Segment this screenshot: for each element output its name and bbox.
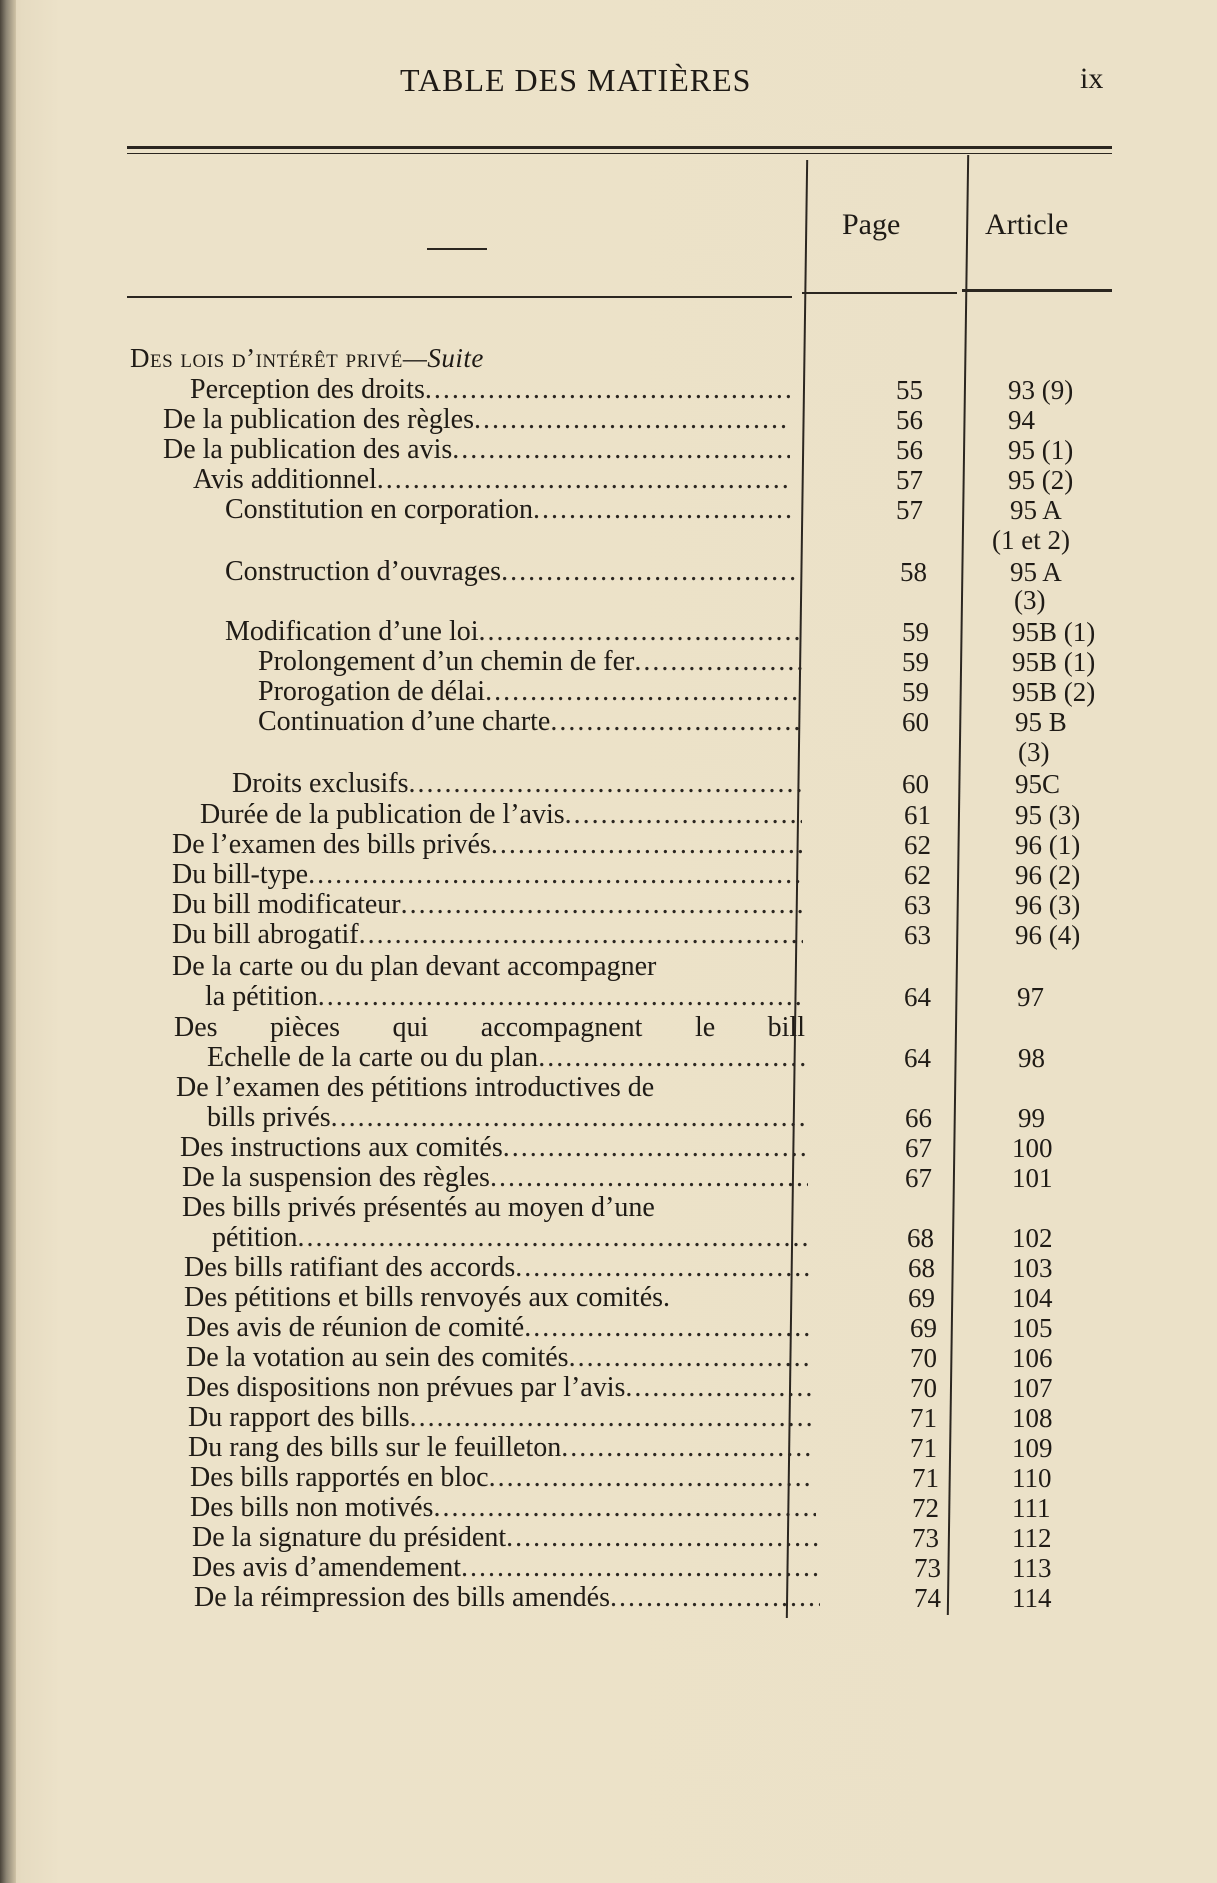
toc-entry-text: De la réimpression des bills amendés [194,1583,611,1613]
toc-entry-text: Du bill modificateur [172,890,401,920]
toc-entry-text: Durée de la publication de l’avis [200,800,565,830]
toc-entry-title: De l’examen des pétitions introductives de [176,1072,655,1103]
toc-entry-article: 95B (1) [1012,617,1096,647]
toc-entry-article: 95 (1) [1008,435,1074,465]
toc-entry-title [184,1253,810,1283]
toc-entry-article: 106 [1012,1343,1053,1373]
toc-entry-article: 110 [1012,1463,1052,1493]
toc-entry-page: 67 [905,1163,932,1193]
toc-entry-title: Des pétitions et bills renvoyés aux comités. [184,1282,671,1313]
toc-entry-page: 60 [902,769,929,799]
dot-leader [318,982,803,1012]
toc-entry-article: 95B (1) [1012,647,1096,677]
toc-entry-title [225,617,800,647]
toc-entry-title [258,707,800,737]
toc-entry-article: 113 [1012,1553,1052,1583]
section-heading-suffix: —Suite [402,343,484,373]
dot-leader [561,1433,814,1463]
toc-entry-title [194,1583,820,1613]
dot-leader [452,435,790,465]
toc-entry-title [225,495,795,525]
toc-entry-title [186,1373,812,1403]
toc-entry-page: 63 [904,890,931,920]
toc-entry-title [163,435,790,465]
dot-leader [331,1103,807,1133]
toc-entry-page: 68 [908,1253,935,1283]
toc-entry-page: 57 [896,495,923,525]
toc-entry-title [172,890,803,920]
toc-entry-text: bills privés [207,1103,331,1133]
toc-entry-title [172,920,803,950]
toc-entry-page: 58 [900,557,927,587]
dot-leader [491,830,803,860]
toc-entry-page: 59 [902,647,929,677]
toc-entry-article: 95 (3) [1015,800,1081,830]
toc-entry-text: Du bill-type [172,860,309,890]
toc-entry-text: pétition [212,1223,298,1253]
dot-leader [410,1403,812,1433]
toc-entry-text: De la suspension des règles [182,1163,490,1193]
toc-entry-article: 96 (3) [1015,890,1081,920]
toc-entry-page: 62 [904,860,931,890]
dot-leader [401,890,803,920]
toc-entry-article: 102 [1012,1223,1053,1253]
dot-leader [634,647,803,677]
toc-entry-article: 104 [1012,1283,1053,1313]
toc-entry-text: Perception des droits [190,375,425,405]
toc-entry-title [200,800,802,830]
book-spine [0,0,16,1883]
toc-entry-text: De la signature du président [192,1523,507,1553]
toc-entry-article: 94 [1008,405,1035,435]
dot-leader [298,1223,808,1253]
toc-entry-page: 69 [908,1283,935,1313]
dot-leader [409,769,802,799]
toc-entry-article: 96 (4) [1015,920,1081,950]
toc-entry-article: 109 [1012,1433,1053,1463]
dot-leader [538,1043,805,1073]
dot-leader [506,1523,818,1553]
toc-entry-page: 63 [904,920,931,950]
toc-entry-page: 70 [910,1343,937,1373]
column-divider-article [947,155,969,1615]
toc-entry-article: 101 [1012,1163,1053,1193]
dot-leader [377,465,790,495]
dot-leader [565,800,802,830]
toc-entry-page: 55 [896,375,923,405]
page-number: ix [1080,62,1104,95]
toc-entry-article: 114 [1012,1583,1052,1613]
section-heading-title: Des lois d’intérêt privé [130,343,403,373]
dot-leader [461,1553,818,1583]
dot-leader [515,1253,810,1283]
toc-entry-page: 59 [902,617,929,647]
toc-entry-title [180,1133,808,1163]
toc-entry-page: 68 [907,1223,934,1253]
toc-entry-title [186,1343,812,1373]
toc-entry-page: 66 [905,1103,932,1133]
toc-entry-page: 69 [910,1313,937,1343]
toc-entry-page: 56 [896,405,923,435]
toc-entry-text: Echelle de la carte ou du plan [207,1043,539,1073]
toc-entry-text: De la publication des avis [163,435,453,465]
toc-entry-article: 111 [1012,1493,1051,1523]
toc-entry-title-continued [207,1103,807,1133]
toc-entry-title [172,830,803,860]
toc-entry-title [232,769,802,799]
column-dash [427,248,487,250]
toc-entry-title [258,677,800,707]
dot-leader [533,495,795,525]
toc-entry-title [190,1493,816,1523]
toc-entry-page: 71 [910,1403,937,1433]
dot-leader [490,1163,808,1193]
dot-leader [489,1463,814,1493]
toc-entry-text: Continuation d’une charte [258,707,551,737]
toc-entry-text: Des bills ratifiant des accords [184,1253,516,1283]
toc-entry-title [188,1433,814,1463]
toc-entry-page: 72 [912,1493,939,1523]
toc-entry-title [258,647,803,677]
toc-entry-text: Du bill abrogatif [172,920,359,950]
toc-entry-title [225,557,798,587]
toc-entry-title [163,405,790,435]
toc-entry-page: 71 [912,1463,939,1493]
toc-entry-page: 59 [902,677,929,707]
dot-leader [425,375,790,405]
toc-entry-page: 67 [905,1133,932,1163]
dot-leader [524,1313,812,1343]
toc-entry-page: 73 [912,1523,939,1553]
toc-entry-article: 98 [1018,1043,1045,1073]
toc-entry-text: Du rang des bills sur le feuilleton [188,1433,562,1463]
toc-entry-article-continued: (1 et 2) [992,525,1070,555]
toc-entry-article: 95C [1015,769,1061,799]
toc-entry-title [192,1553,818,1583]
toc-entry-text: Prorogation de délai [258,677,486,707]
dot-leader [433,1493,816,1523]
toc-entry-title [193,465,790,495]
toc-entry-article: 95 A [1010,495,1062,525]
top-rule [127,146,1112,149]
dot-leader [485,677,800,707]
toc-entry-page: 57 [896,465,923,495]
toc-entry-page: 70 [910,1373,937,1403]
toc-entry-text: Des bills rapportés en bloc [190,1463,489,1493]
header-rule-mid [802,292,957,294]
toc-entry-title-continued [212,1223,808,1253]
toc-entry-text: Construction d’ouvrages [225,557,502,587]
toc-entry-text: Prolongement d’un chemin de fer [258,647,635,677]
toc-entry-title: Des bills privés présentés au moyen d’une [182,1192,655,1223]
toc-entry-text: Droits exclusifs [232,769,409,799]
toc-entry-article: 96 (2) [1015,860,1081,890]
toc-entry-title [190,1463,814,1493]
toc-entry-text: la pétition [205,982,318,1012]
dot-leader [569,1343,812,1373]
header-rule-left [127,296,792,298]
toc-entry-article: 105 [1012,1313,1053,1343]
section-heading [130,343,484,374]
header-rule-right [962,289,1112,292]
toc-entry-text: Constitution en corporation [225,495,533,525]
dot-leader [359,920,803,950]
top-rule-thin [127,153,1112,154]
dot-leader [308,860,803,890]
running-header-title: TABLE DES MATIÈRES [400,62,752,98]
toc-entry-article-continued: (3) [1018,737,1050,767]
toc-entry-article: 95 (2) [1008,465,1074,495]
toc-entry-title [172,860,803,890]
toc-entry-article: 95 B [1015,707,1067,737]
toc-entry-title [188,1403,812,1433]
toc-entry-text: Des avis de réunion de comité [186,1313,525,1343]
toc-entry-page: 74 [914,1583,941,1613]
toc-entry-title-continued [207,1043,805,1073]
dot-leader [479,617,800,647]
toc-entry-text: Avis additionnel [193,465,377,495]
toc-entry-article: 96 (1) [1015,830,1081,860]
dot-leader [550,707,800,737]
toc-entry-article: 112 [1012,1523,1052,1553]
toc-entry-page: 64 [904,982,931,1012]
toc-entry-title [186,1313,812,1343]
column-header-page: Page [842,208,901,241]
toc-entry-page: 73 [914,1553,941,1583]
toc-entry-article: 99 [1018,1103,1045,1133]
toc-entry-article: 103 [1012,1253,1053,1283]
toc-entry-page: 60 [902,707,929,737]
toc-entry-text: Des instructions aux comités [180,1133,503,1163]
toc-entry-article: 95B (2) [1012,677,1096,707]
toc-entry-text: De la publication des règles [163,405,475,435]
dot-leader [503,1133,808,1163]
toc-entry-page: 62 [904,830,931,860]
toc-entry-page: 64 [904,1043,931,1073]
toc-entry-title: Des pièces qui accompagnent le bill [174,1012,805,1043]
toc-entry-page: 71 [910,1433,937,1463]
toc-entry-text: Du rapport des bills [188,1403,410,1433]
dot-leader [474,405,790,435]
toc-entry-text: Des dispositions non prévues par l’avis [186,1373,626,1403]
toc-entry-article: 100 [1012,1133,1053,1163]
toc-entry-text: Des bills non motivés [190,1493,434,1523]
toc-entry-article: 93 (9) [1008,375,1074,405]
toc-entry-title [192,1523,818,1553]
toc-entry-text: Des avis d’amendement [192,1553,462,1583]
toc-entry-title [190,375,790,405]
toc-entry-article: 107 [1012,1373,1053,1403]
toc-entry-article: 108 [1012,1403,1053,1433]
toc-entry-page: 56 [896,435,923,465]
toc-entry-title-continued [205,982,803,1012]
column-header-article: Article [985,208,1069,241]
toc-entry-text: De l’examen des bills privés [172,830,491,860]
toc-entry-title [182,1163,808,1193]
toc-entry-text: Modification d’une loi [225,617,479,647]
toc-entry-article: 95 A [1010,557,1062,587]
dot-leader [625,1373,812,1403]
dot-leader [610,1583,820,1613]
toc-entry-page: 61 [904,800,931,830]
toc-entry-title: De la carte ou du plan devant accompagner [172,951,657,982]
toc-entry-article: 97 [1017,982,1044,1012]
toc-entry-article-continued: (3) [1014,585,1046,615]
toc-entry-text: De la votation au sein des comités [186,1343,569,1373]
dot-leader [501,557,798,587]
